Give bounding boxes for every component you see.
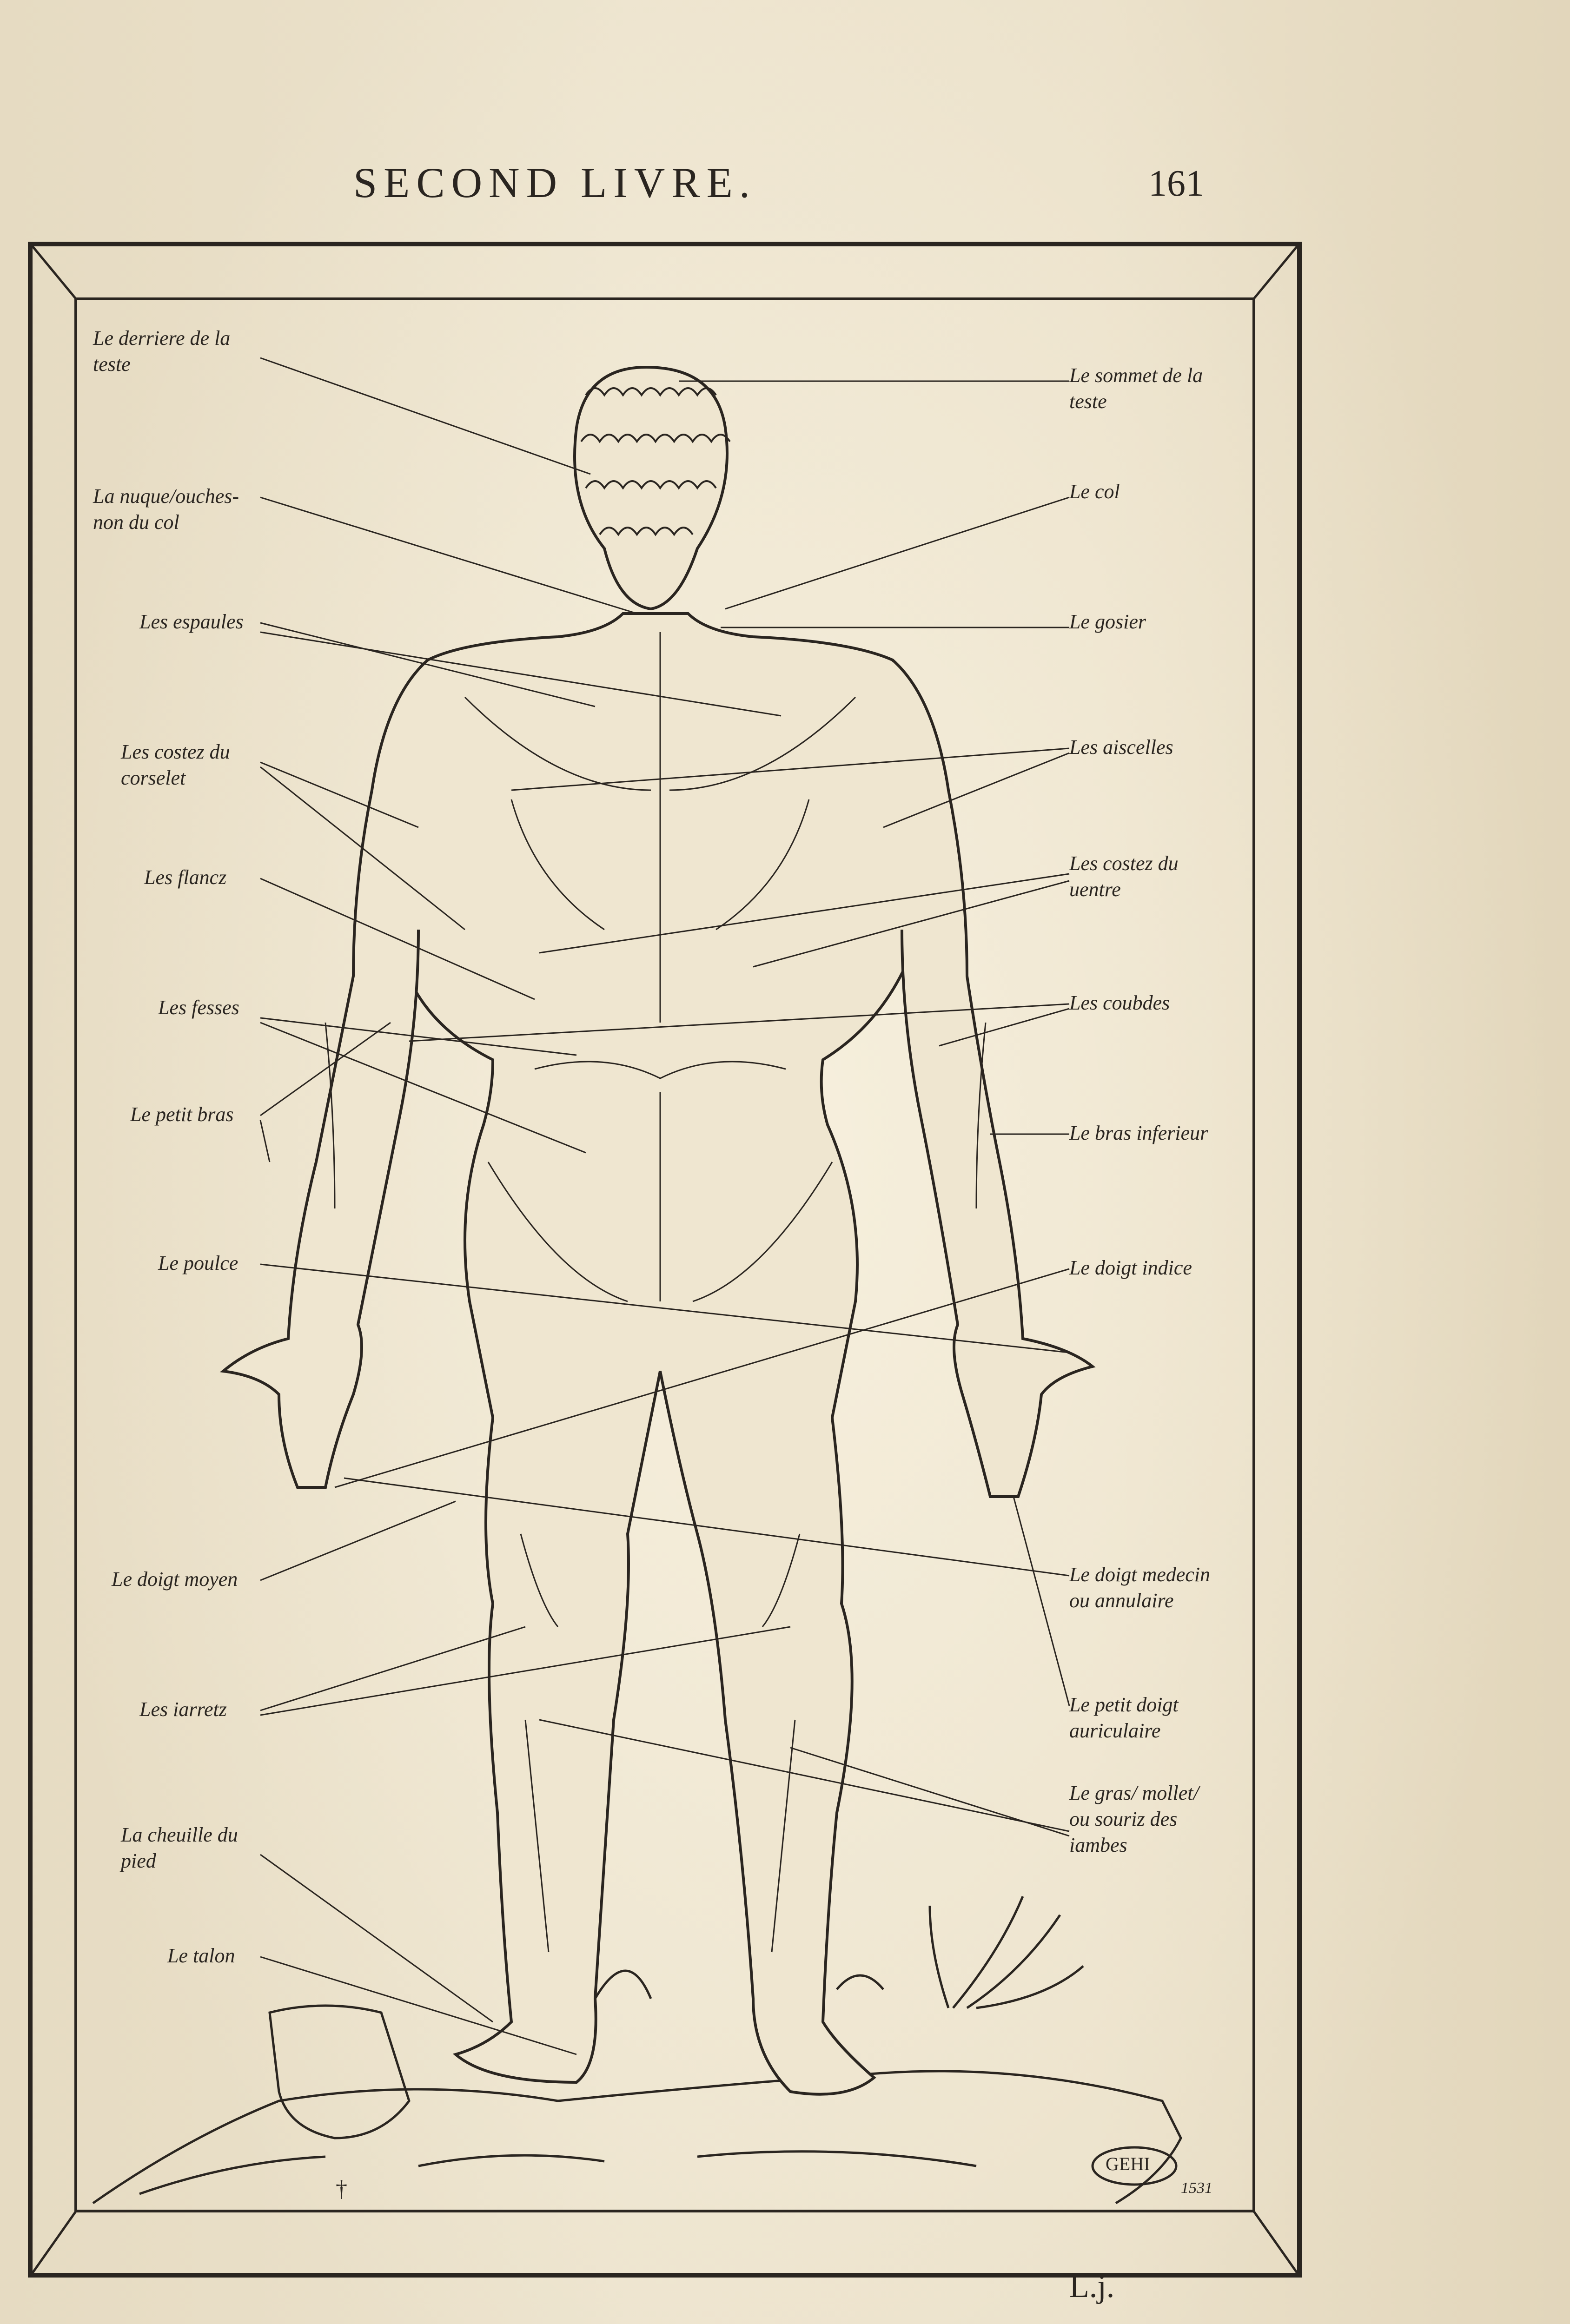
label-col: Le col [1069,480,1120,503]
label-doigt-indice: Le doigt indice [1069,1256,1192,1279]
label-poulce: Le poulce [158,1252,238,1274]
label-coubdes: Les coubdes [1069,991,1170,1014]
running-head: SECOND LIVRE. [353,159,756,206]
body-outline [223,367,1093,2094]
label-iarretz: Les iarretz [139,1698,227,1721]
label-aiscelles: Les aiscelles [1069,736,1173,759]
label-derriere-teste: Le derriere de la teste [93,327,231,376]
label-gosier: Le gosier [1069,610,1146,633]
label-bras-inferieur: Le bras inferieur [1069,1122,1208,1144]
label-costez-uentre: Les costez du uentre [1069,852,1179,901]
ground-illustration [93,1896,1181,2203]
label-sommet: Le sommet de la teste [1069,364,1203,413]
label-petit-bras: Le petit bras [130,1103,234,1126]
label-espaules: Les espaules [139,610,244,633]
label-costez-corselet: Les costez du corselet [121,740,230,789]
label-flancz: Les flancz [144,866,227,889]
folio-number: 161 [1148,163,1204,204]
label-petit-doigt: Le petit doigt auriculaire [1069,1693,1179,1742]
label-fesses: Les fesses [158,996,239,1019]
cross-mark: † [336,2175,347,2201]
label-cheuille: La cheuille du pied [121,1823,238,1872]
label-doigt-medecin: Le doigt medecin ou annulaire [1069,1563,1211,1612]
label-gras-mollet: Le gras/ mollet/ ou souriz des iambes [1069,1782,1199,1856]
signature-mark: L.j. [1069,2269,1115,2304]
monogram-text: GEHI [1106,2153,1150,2174]
label-talon: Le talon [167,1944,235,1967]
label-doigt-moyen: Le doigt moyen [112,1568,238,1591]
date-mark: 1531 [1181,2179,1212,2197]
label-nuque: La nuque/ouches- non du col [93,485,239,534]
